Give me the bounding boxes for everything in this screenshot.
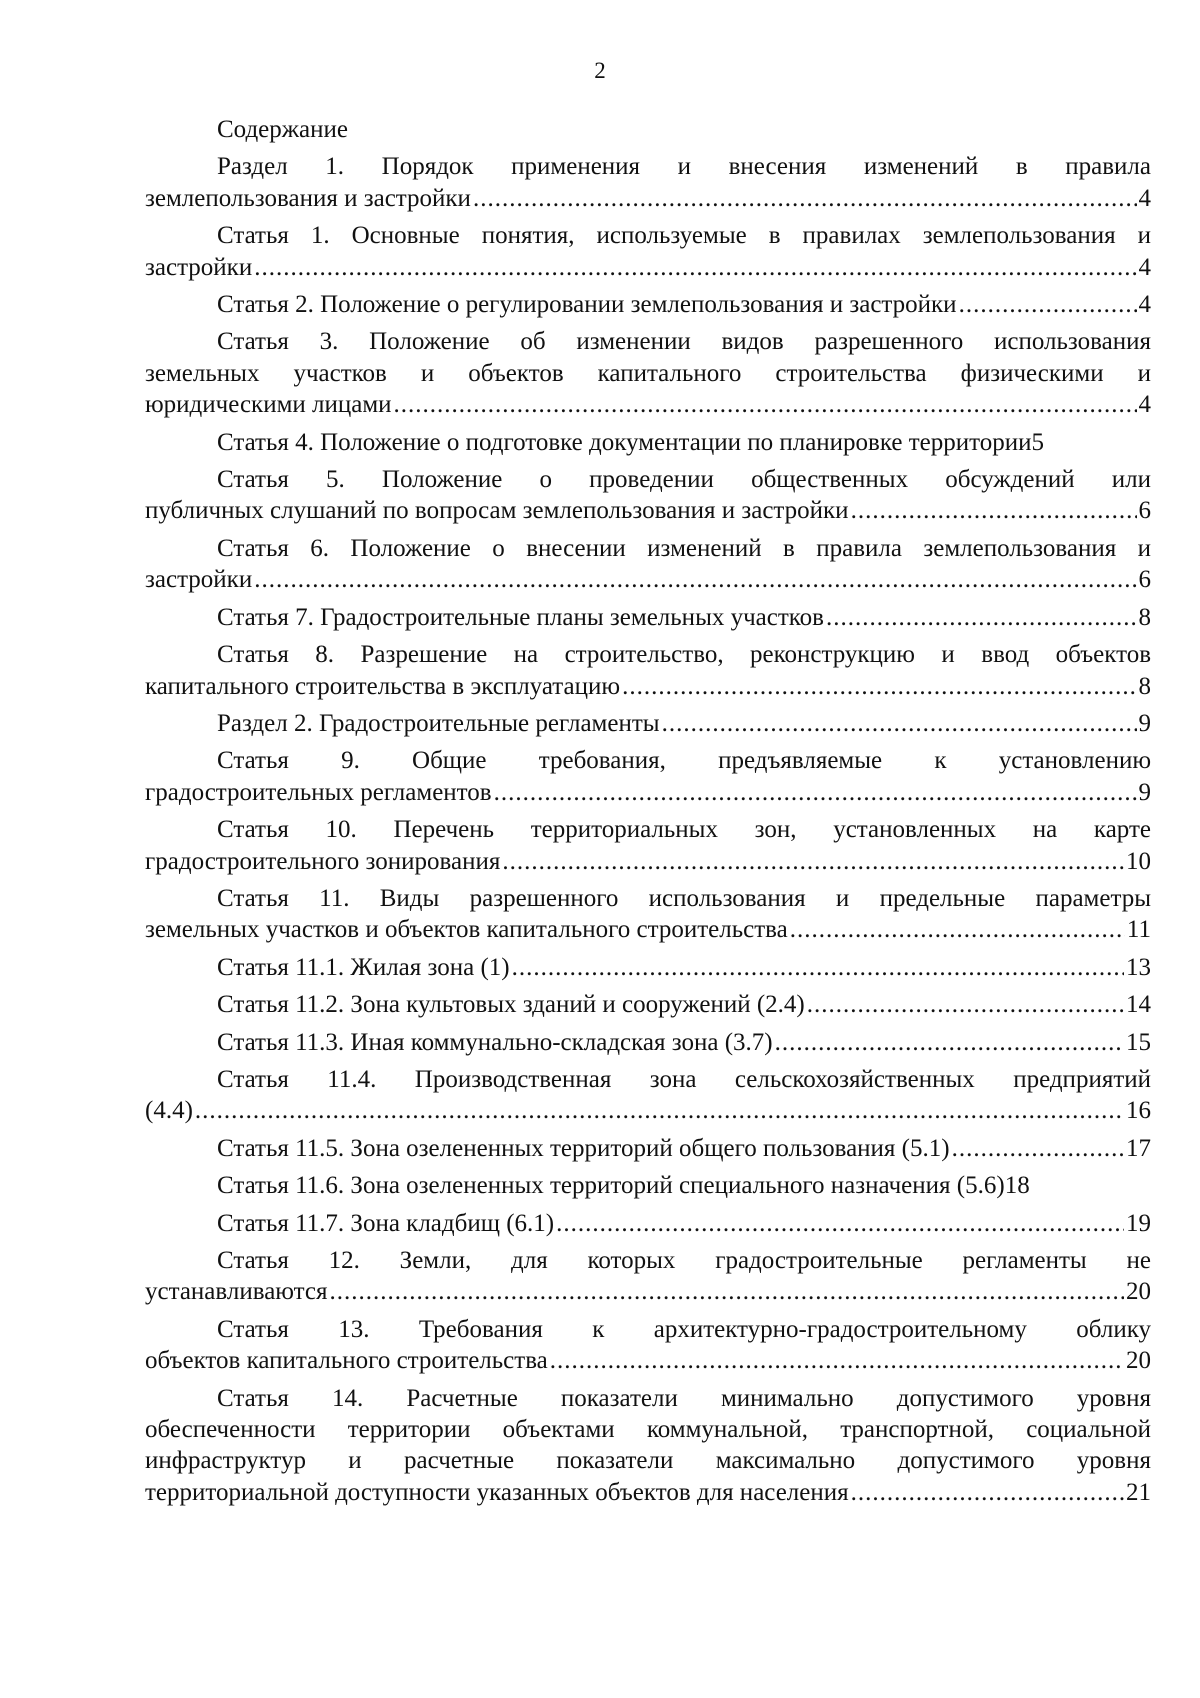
dot-leader bbox=[952, 1133, 1124, 1164]
toc-entry-title: градостроительного зонирования bbox=[145, 847, 501, 875]
toc-entry-last-line bbox=[145, 952, 1151, 983]
toc-entry[interactable] bbox=[145, 1027, 1151, 1058]
toc-entry[interactable] bbox=[145, 151, 1151, 214]
dot-leader bbox=[195, 1095, 1124, 1126]
dot-leader bbox=[662, 708, 1137, 739]
toc-entry-title: публичных слушаний по вопросам землепользования и застройки bbox=[145, 497, 849, 525]
toc-entry-last-line bbox=[145, 564, 1151, 595]
toc-entry-last-line bbox=[145, 671, 1151, 702]
toc-entry[interactable] bbox=[145, 1133, 1151, 1164]
dot-leader bbox=[775, 1027, 1124, 1058]
toc-entry[interactable] bbox=[145, 814, 1151, 877]
toc-entry-last-line bbox=[145, 777, 1151, 808]
toc-entries bbox=[145, 151, 1151, 1508]
toc-entry-text-line: Статья 14. Расчетные показатели минимально допустимого уровня bbox=[217, 1384, 1151, 1412]
toc-entry-title: Статья 11.1. Жилая зона (1) bbox=[217, 953, 510, 981]
toc-heading: Содержание bbox=[217, 116, 348, 143]
toc-entry[interactable] bbox=[145, 1170, 1151, 1201]
toc-entry-title: земельных участков и объектов капитального строительства bbox=[145, 916, 788, 944]
toc-entry[interactable] bbox=[145, 708, 1151, 739]
toc-entry[interactable] bbox=[145, 1245, 1151, 1308]
toc-entry-last-line bbox=[145, 1095, 1151, 1126]
toc-entry[interactable] bbox=[145, 989, 1151, 1020]
toc-page-number: 5 bbox=[1031, 428, 1044, 456]
toc-entry-title: Статья 4. Положение о подготовке документации по планировке территории bbox=[217, 428, 1032, 456]
toc-page-number: 14 bbox=[1126, 991, 1151, 1019]
dot-leader bbox=[254, 252, 1136, 283]
dot-leader bbox=[851, 495, 1137, 526]
toc-entry-title: юридическими лицами bbox=[145, 391, 392, 419]
dot-leader bbox=[851, 1477, 1124, 1508]
toc-entry-text-line: Статья 3. Положение об изменении видов разрешенного использования bbox=[217, 328, 1151, 356]
table-of-contents bbox=[145, 114, 1151, 1514]
toc-entry-text-line: Статья 5. Положение о проведении общественных обсуждений или bbox=[217, 466, 1151, 494]
toc-entry[interactable] bbox=[145, 602, 1151, 633]
toc-entry[interactable] bbox=[145, 220, 1151, 283]
toc-page-number: 8 bbox=[1138, 603, 1151, 631]
toc-page-number: 6 bbox=[1138, 566, 1151, 594]
toc-entry-title: застройки bbox=[145, 253, 253, 281]
toc-entry[interactable] bbox=[145, 952, 1151, 983]
dot-leader bbox=[807, 989, 1124, 1020]
toc-page-number: 15 bbox=[1126, 1028, 1151, 1056]
toc-entry-last-line bbox=[145, 1477, 1151, 1508]
toc-entry-text-line: инфраструктур и расчетные показатели максимально допустимого уровня bbox=[145, 1447, 1151, 1475]
toc-entry[interactable] bbox=[145, 1383, 1151, 1509]
toc-page-number: 4 bbox=[1138, 184, 1151, 212]
toc-entry-text-line: Статья 11.4. Производственная зона сельскохозяйственных предприятий bbox=[217, 1065, 1151, 1093]
toc-entry-title: Раздел 2. Градостроительные регламенты bbox=[217, 709, 660, 737]
page-number: 2 bbox=[594, 58, 606, 83]
toc-entry[interactable] bbox=[145, 326, 1151, 420]
toc-entry-last-line bbox=[145, 389, 1151, 420]
toc-entry[interactable] bbox=[145, 427, 1151, 458]
dot-leader bbox=[473, 183, 1137, 214]
toc-entry-last-line bbox=[145, 289, 1151, 320]
toc-page-number: 8 bbox=[1138, 672, 1151, 700]
toc-entry-title: Статья 2. Положение о регулировании землепользования и застройки bbox=[217, 291, 957, 319]
dot-leader bbox=[556, 1208, 1124, 1239]
toc-entry[interactable] bbox=[145, 883, 1151, 946]
dot-leader bbox=[394, 389, 1137, 420]
toc-entry-last-line bbox=[145, 1345, 1151, 1376]
toc-entry-last-line bbox=[145, 1208, 1151, 1239]
toc-entry-title: территориальной доступности указанных объектов для населения bbox=[145, 1478, 849, 1506]
toc-page-number: 11 bbox=[1126, 916, 1151, 944]
toc-entry-text-line: земельных участков и объектов капитального строительства физическими и bbox=[145, 359, 1151, 387]
toc-entry[interactable] bbox=[145, 745, 1151, 808]
toc-entry-title: градостроительных регламентов bbox=[145, 778, 492, 806]
toc-page-number: 6 bbox=[1138, 497, 1151, 525]
toc-entry-text-line: Статья 10. Перечень территориальных зон, установленных на карте bbox=[217, 816, 1151, 844]
toc-page-number: 4 bbox=[1138, 253, 1151, 281]
toc-page-number: 4 bbox=[1138, 391, 1151, 419]
toc-page-number: 20 bbox=[1126, 1278, 1151, 1306]
toc-entry-title: капитального строительства в эксплуатацию bbox=[145, 672, 621, 700]
toc-entry[interactable] bbox=[145, 1208, 1151, 1239]
toc-entry-title: Статья 11.6. Зона озелененных территорий специального назначения (5.6) bbox=[217, 1172, 1005, 1200]
toc-entry-last-line bbox=[145, 183, 1151, 214]
toc-page-number: 4 bbox=[1138, 291, 1151, 319]
toc-entry-last-line bbox=[145, 1027, 1151, 1058]
toc-entry-last-line bbox=[145, 495, 1151, 526]
toc-page-number: 21 bbox=[1126, 1478, 1151, 1506]
toc-entry-title: Статья 11.2. Зона культовых зданий и сооружений (2.4) bbox=[217, 991, 805, 1019]
toc-entry-last-line bbox=[145, 846, 1151, 877]
toc-page-number: 20 bbox=[1126, 1347, 1151, 1375]
toc-entry-text-line: Статья 8. Разрешение на строительство, реконструкцию и ввод объектов bbox=[217, 641, 1151, 669]
toc-entry-last-line bbox=[145, 602, 1151, 633]
toc-entry-title: Статья 11.3. Иная коммунально-складская зона (3.7) bbox=[217, 1028, 773, 1056]
toc-entry-title: землепользования и застройки bbox=[145, 184, 471, 212]
toc-page-number: 16 bbox=[1126, 1097, 1151, 1125]
dot-leader bbox=[959, 289, 1137, 320]
dot-leader bbox=[329, 1276, 1124, 1307]
toc-entry-title: (4.4) bbox=[145, 1097, 193, 1125]
toc-entry-text-line: Статья 1. Основные понятия, используемые в правилах землепользования и bbox=[217, 222, 1151, 250]
toc-entry-text-line: Статья 11. Виды разрешенного использования и предельные параметры bbox=[217, 884, 1151, 912]
toc-entry-last-line bbox=[145, 252, 1151, 283]
dot-leader bbox=[512, 952, 1124, 983]
dot-leader bbox=[550, 1345, 1124, 1376]
toc-entry-last-line bbox=[145, 914, 1151, 945]
toc-page-number: 10 bbox=[1126, 847, 1151, 875]
dot-leader bbox=[254, 564, 1136, 595]
toc-entry[interactable] bbox=[145, 289, 1151, 320]
toc-entry-last-line bbox=[145, 1133, 1151, 1164]
dot-leader bbox=[826, 602, 1137, 633]
toc-entry-last-line bbox=[145, 1276, 1151, 1307]
toc-page-number: 18 bbox=[1004, 1172, 1030, 1200]
toc-entry[interactable] bbox=[145, 464, 1151, 527]
dot-leader bbox=[622, 671, 1136, 702]
toc-page-number: 17 bbox=[1126, 1134, 1151, 1162]
toc-entry-last-line bbox=[145, 427, 1151, 458]
toc-entry-title: Статья 11.5. Зона озелененных территорий общего пользования (5.1) bbox=[217, 1134, 950, 1162]
toc-page-number: 9 bbox=[1138, 778, 1151, 806]
toc-page-number: 19 bbox=[1126, 1209, 1151, 1237]
toc-entry-text-line: Раздел 1. Порядок применения и внесения изменений в правила bbox=[217, 153, 1151, 181]
toc-page-number: 9 bbox=[1138, 709, 1151, 737]
toc-entry-text-line: обеспеченности территории объектами коммунальной, транспортной, социальной bbox=[145, 1416, 1151, 1444]
toc-entry-last-line bbox=[145, 1170, 1151, 1201]
toc-page-number: 13 bbox=[1126, 953, 1151, 981]
toc-entry-last-line bbox=[145, 708, 1151, 739]
dot-leader bbox=[494, 777, 1137, 808]
toc-entry-text-line: Статья 13. Требования к архитектурно-градостроительному облику bbox=[217, 1315, 1151, 1343]
toc-entry-text-line: Статья 12. Земли, для которых градостроительные регламенты не bbox=[217, 1247, 1151, 1274]
toc-entry-text-line: Статья 6. Положение о внесении изменений в правила землепользования и bbox=[217, 534, 1151, 562]
toc-entry-title: Статья 7. Градостроительные планы земельных участков bbox=[217, 603, 824, 631]
toc-entry-title: застройки bbox=[145, 566, 253, 594]
toc-entry-last-line bbox=[145, 989, 1151, 1020]
dot-leader bbox=[502, 846, 1124, 877]
toc-entry-title: объектов капитального строительства bbox=[145, 1347, 548, 1375]
toc-entry-text-line: Статья 9. Общие требования, предъявляемые к установлению bbox=[217, 747, 1151, 775]
toc-entry[interactable] bbox=[145, 1314, 1151, 1377]
toc-entry-title: устанавливаются bbox=[145, 1278, 328, 1306]
toc-entry[interactable] bbox=[145, 533, 1151, 596]
dot-leader bbox=[790, 914, 1125, 945]
toc-entry[interactable] bbox=[145, 639, 1151, 702]
toc-entry[interactable] bbox=[145, 1064, 1151, 1127]
toc-entry-title: Статья 11.7. Зона кладбищ (6.1) bbox=[217, 1209, 555, 1237]
